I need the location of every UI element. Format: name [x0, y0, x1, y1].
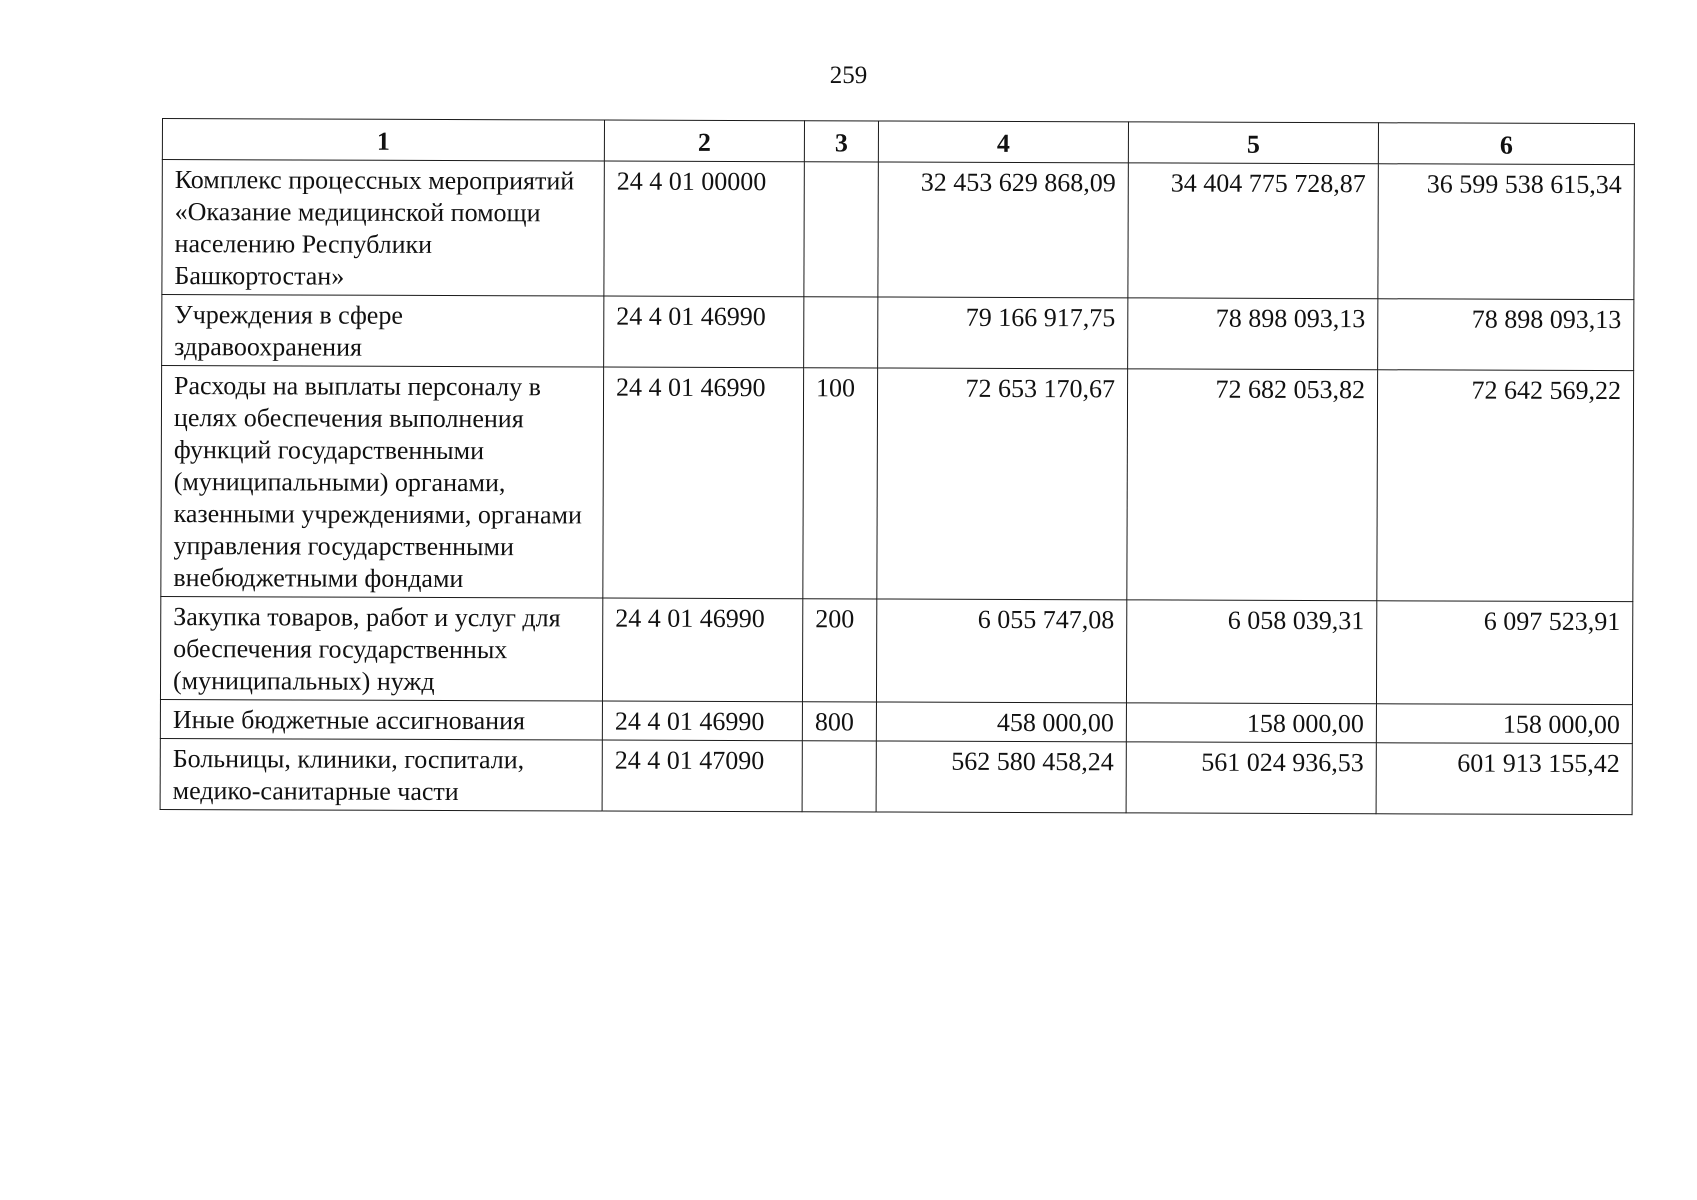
row-expense-type: 800 [802, 702, 876, 741]
table-row [160, 596, 1632, 704]
row-value-6: 78 898 093,13 [1378, 299, 1634, 371]
table-row [162, 160, 1634, 300]
row-expense-type [804, 162, 878, 297]
row-value-5: 78 898 093,13 [1128, 298, 1378, 370]
column-header-5: 5 [1128, 122, 1378, 164]
column-header-1: 1 [162, 119, 604, 162]
row-value-6: 601 913 155,42 [1376, 743, 1632, 815]
row-name: Больницы, клиники, госпитали, медико-санитарные части [160, 738, 602, 811]
row-value-6: 6 097 523,91 [1376, 601, 1632, 705]
row-name: Закупка товаров, работ и услуг для обеспечения государственных (муниципальных) нужд [160, 596, 602, 701]
table-row [161, 366, 1634, 602]
row-expense-type: 100 [803, 368, 878, 599]
row-value-6: 36 599 538 615,34 [1378, 164, 1634, 300]
row-value-5: 158 000,00 [1126, 703, 1376, 743]
table-header-row [162, 119, 1634, 165]
row-code: 24 4 01 46990 [603, 367, 804, 599]
row-value-4: 72 653 170,67 [877, 368, 1128, 600]
row-value-4: 6 055 747,08 [876, 599, 1126, 703]
row-value-4: 562 580 458,24 [876, 741, 1126, 813]
table-row [160, 738, 1632, 814]
row-code: 24 4 01 46990 [602, 701, 802, 741]
column-header-3: 3 [804, 121, 878, 162]
row-value-4: 79 166 917,75 [878, 297, 1128, 369]
row-expense-type [804, 297, 878, 368]
table-row [162, 295, 1634, 371]
column-header-6: 6 [1378, 123, 1634, 165]
column-header-4: 4 [878, 121, 1128, 163]
page-number: 259 [829, 62, 868, 89]
row-name: Расходы на выплаты персоналу в целях обеспечения выполнения функций государственными (муниципальными) органами, казенными учреждениями, органами управления государственными внебюджетными фондами [161, 366, 604, 599]
row-name: Иные бюджетные ассигнования [160, 699, 602, 740]
row-value-5: 561 024 936,53 [1126, 742, 1376, 814]
row-value-6: 72 642 569,22 [1377, 370, 1634, 602]
budget-table [160, 118, 1635, 815]
row-value-4: 458 000,00 [876, 702, 1126, 742]
row-expense-type [802, 741, 876, 812]
row-code: 24 4 01 46990 [602, 598, 802, 702]
row-value-6: 158 000,00 [1376, 704, 1632, 744]
table-row [160, 699, 1632, 743]
row-name: Учреждения в сфере здравоохранения [162, 295, 604, 368]
row-code: 24 4 01 46990 [604, 296, 804, 368]
row-name: Комплекс процессных мероприятий «Оказание медицинской помощи населению Республики Башкортостан» [162, 160, 604, 297]
row-code: 24 4 01 00000 [604, 161, 804, 297]
row-code: 24 4 01 47090 [602, 740, 802, 812]
row-value-4: 32 453 629 868,09 [878, 162, 1128, 298]
column-header-2: 2 [604, 120, 804, 162]
row-expense-type: 200 [802, 599, 876, 702]
row-value-5: 72 682 053,82 [1127, 369, 1378, 601]
row-value-5: 34 404 775 728,87 [1128, 163, 1378, 299]
row-value-5: 6 058 039,31 [1126, 600, 1376, 704]
